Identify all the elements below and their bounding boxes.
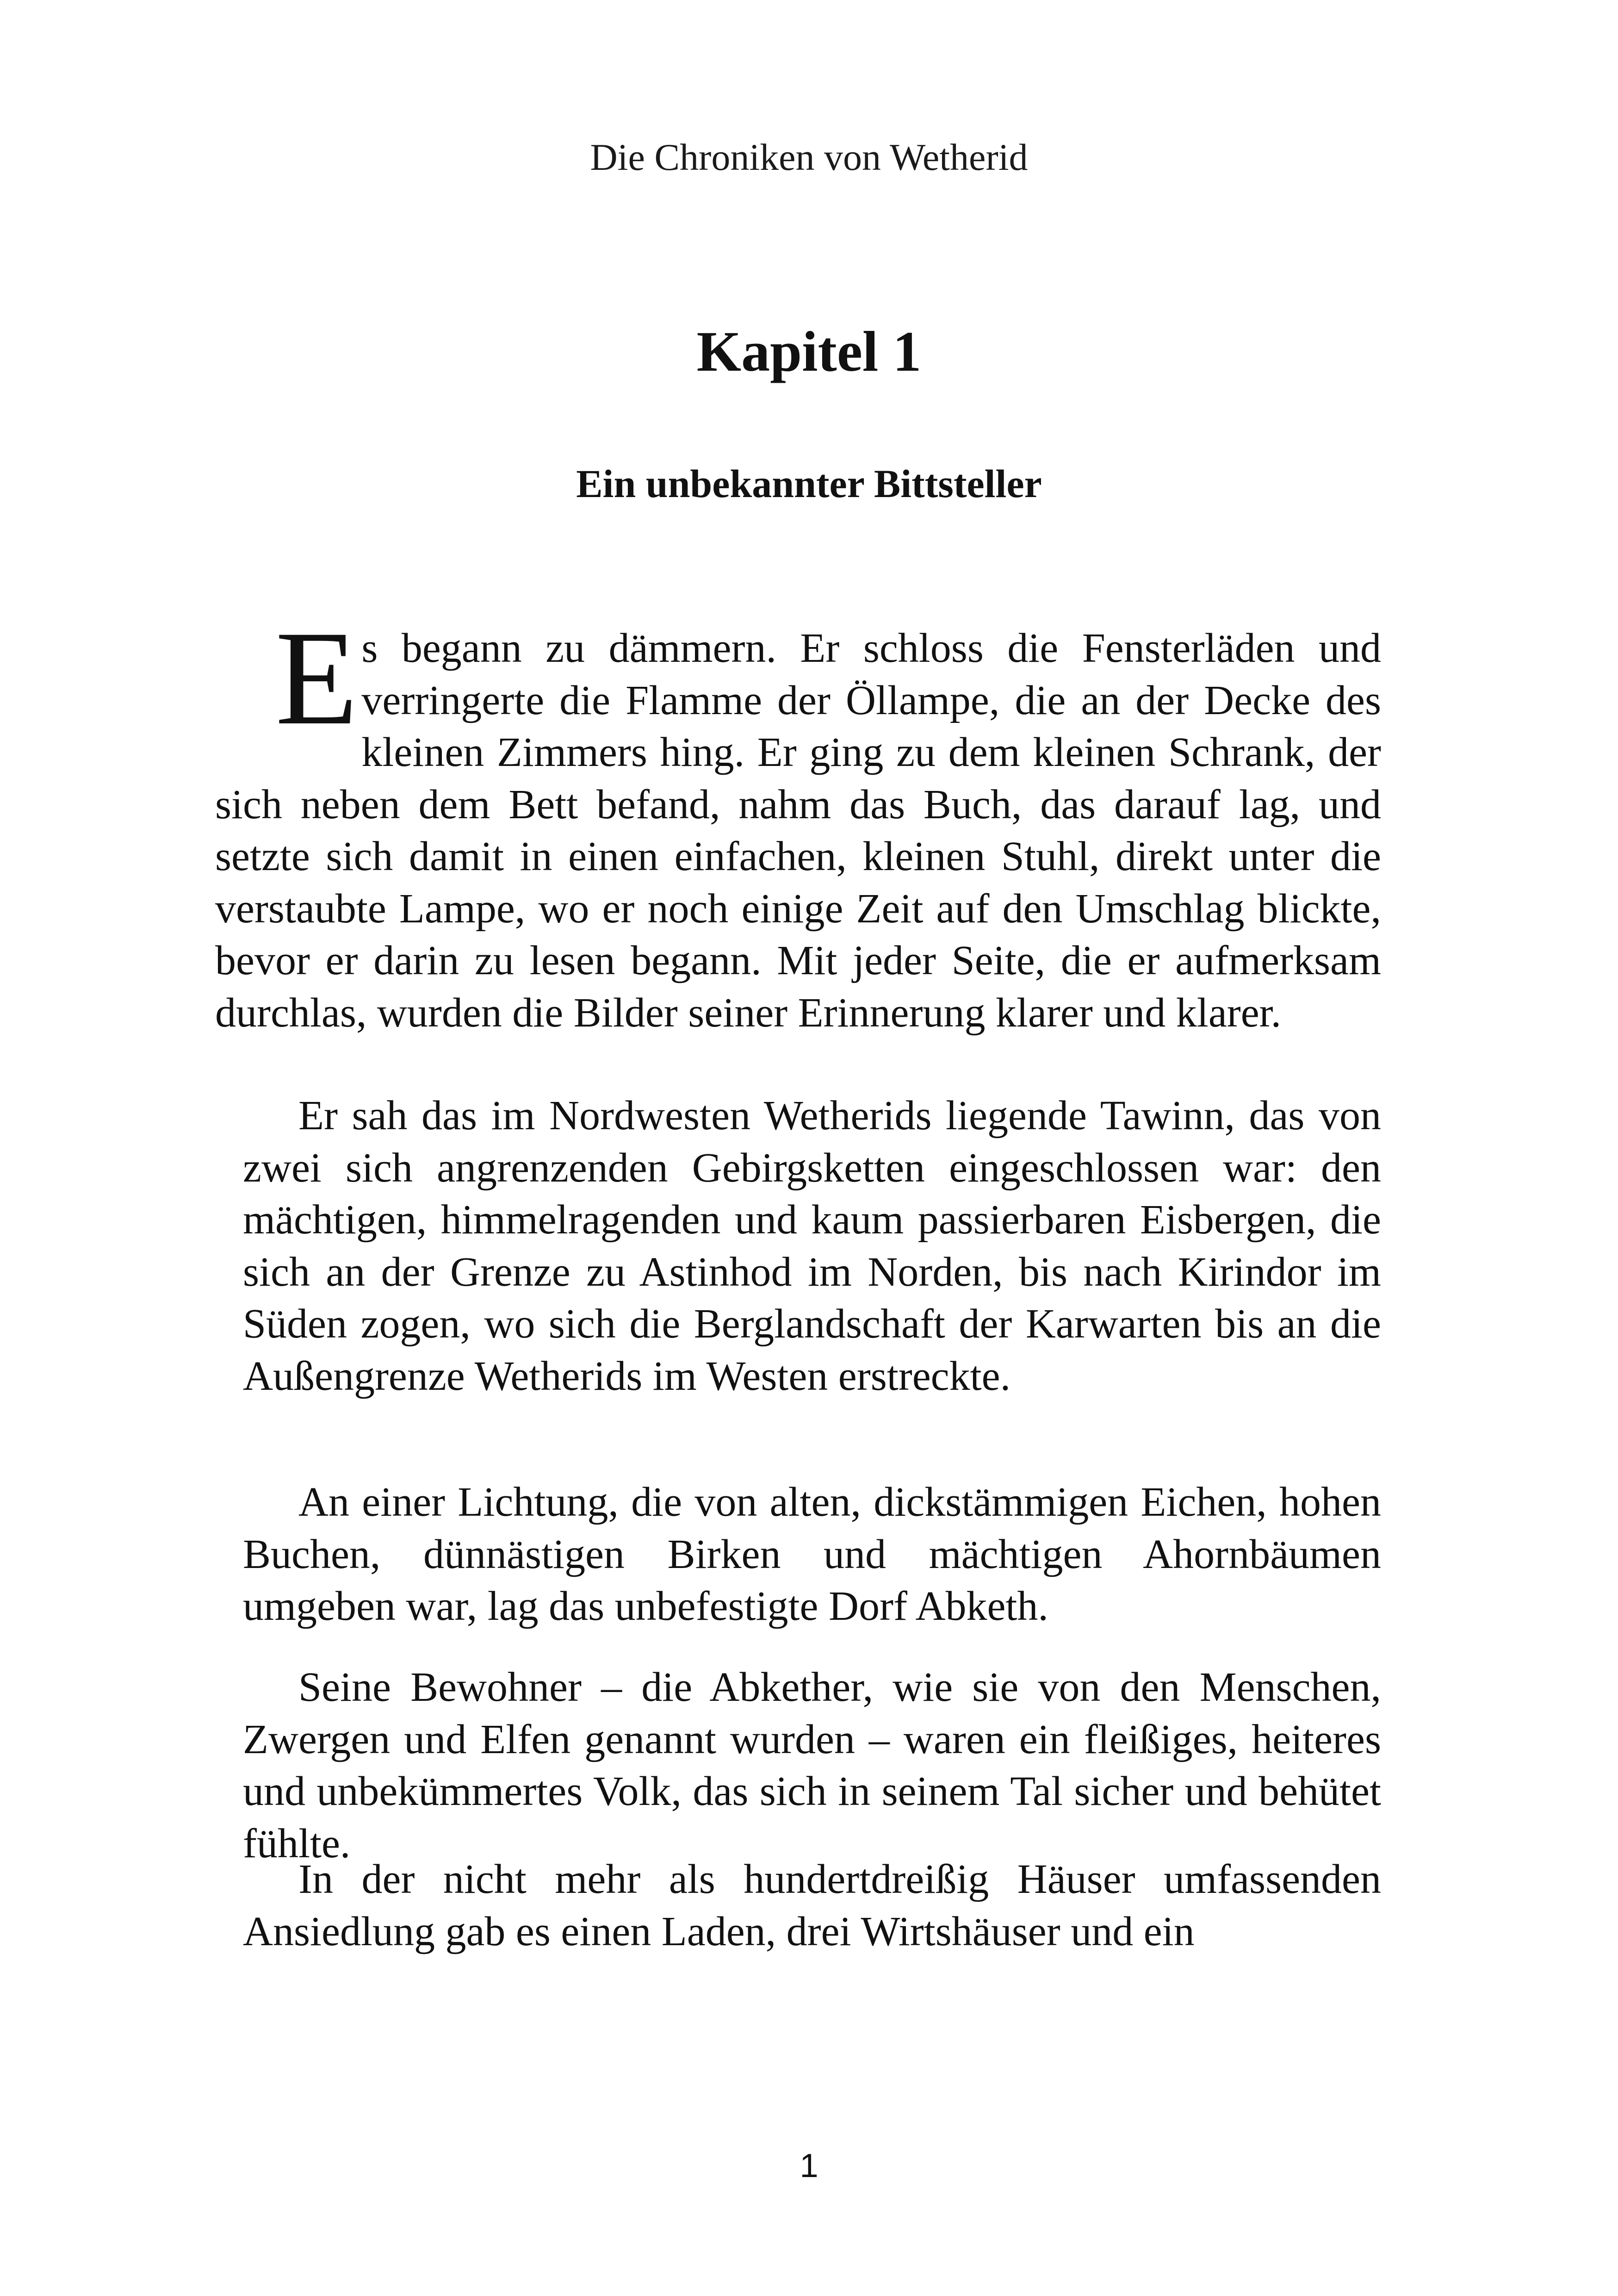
drop-cap: E: [275, 604, 358, 753]
paragraph-2-block: [243, 1090, 1381, 1402]
paragraph-4-block: [243, 1661, 1381, 1870]
paragraph-2: Er sah das im Nordwesten Wetherids liegende Tawinn, das von zwei sich angrenzenden Gebirgsketten eingeschlossen war: den mächtigen, himmelragenden und kaum passierbaren Eisbergen, die sich an der Grenze zu Astinhod im Norden, bis nach Kirindor im Süden zogen, wo sich die Berglandschaft der Karwarten bis an die Außengrenze Wetherids im Westen erstreckte.: [243, 1093, 1381, 1399]
paragraph-3-block: [243, 1476, 1381, 1633]
chapter-number: Kapitel 1: [696, 320, 922, 383]
chapter-title: Ein unbekannter Bittsteller: [576, 461, 1042, 506]
paragraph-3: An einer Lichtung, die von alten, dickstämmigen Eichen, hohen Buchen, dünnästigen Birken und mächtigen Ahornbäumen umgeben war, lag das unbefestigte Dorf Abketh.: [243, 1479, 1381, 1629]
paragraph-1-text: s begann zu dämmern. Er schloss die Fensterläden und verringerte die Flamme der Öllampe, die an der Decke des kleinen Zimmers hing. Er ging zu dem kleinen Schrank, der sich neben dem Bett befand, nahm das Buch, das darauf lag, und setzte sich damit in einen einfachen, kleinen Stuhl, direkt unter die verstaubte Lampe, wo er noch einige Zeit auf den Umschlag blickte, bevor er darin zu lesen begann. Mit jeder Seite, die er aufmerksam durchlas, wurden die Bilder seiner Erinnerung klarer und klarer.: [215, 625, 1381, 1036]
page-number: 1: [800, 2147, 818, 2184]
paragraph-5-block: [243, 1854, 1381, 1958]
paragraph-1: [215, 604, 1381, 1039]
paragraph-5: In der nicht mehr als hundertdreißig Häuser umfassenden Ansiedlung gab es einen Laden, drei Wirtshäuser und ein: [243, 1856, 1381, 1954]
paragraph-4: Seine Bewohner – die Abkether, wie sie von den Menschen, Zwergen und Elfen genannt wurden – waren ein fleißiges, heiteres und unbekümmertes Volk, das sich in seinem Tal sicher und behütet fühlte.: [243, 1664, 1381, 1867]
running-header: Die Chroniken von Wetherid: [590, 136, 1028, 178]
